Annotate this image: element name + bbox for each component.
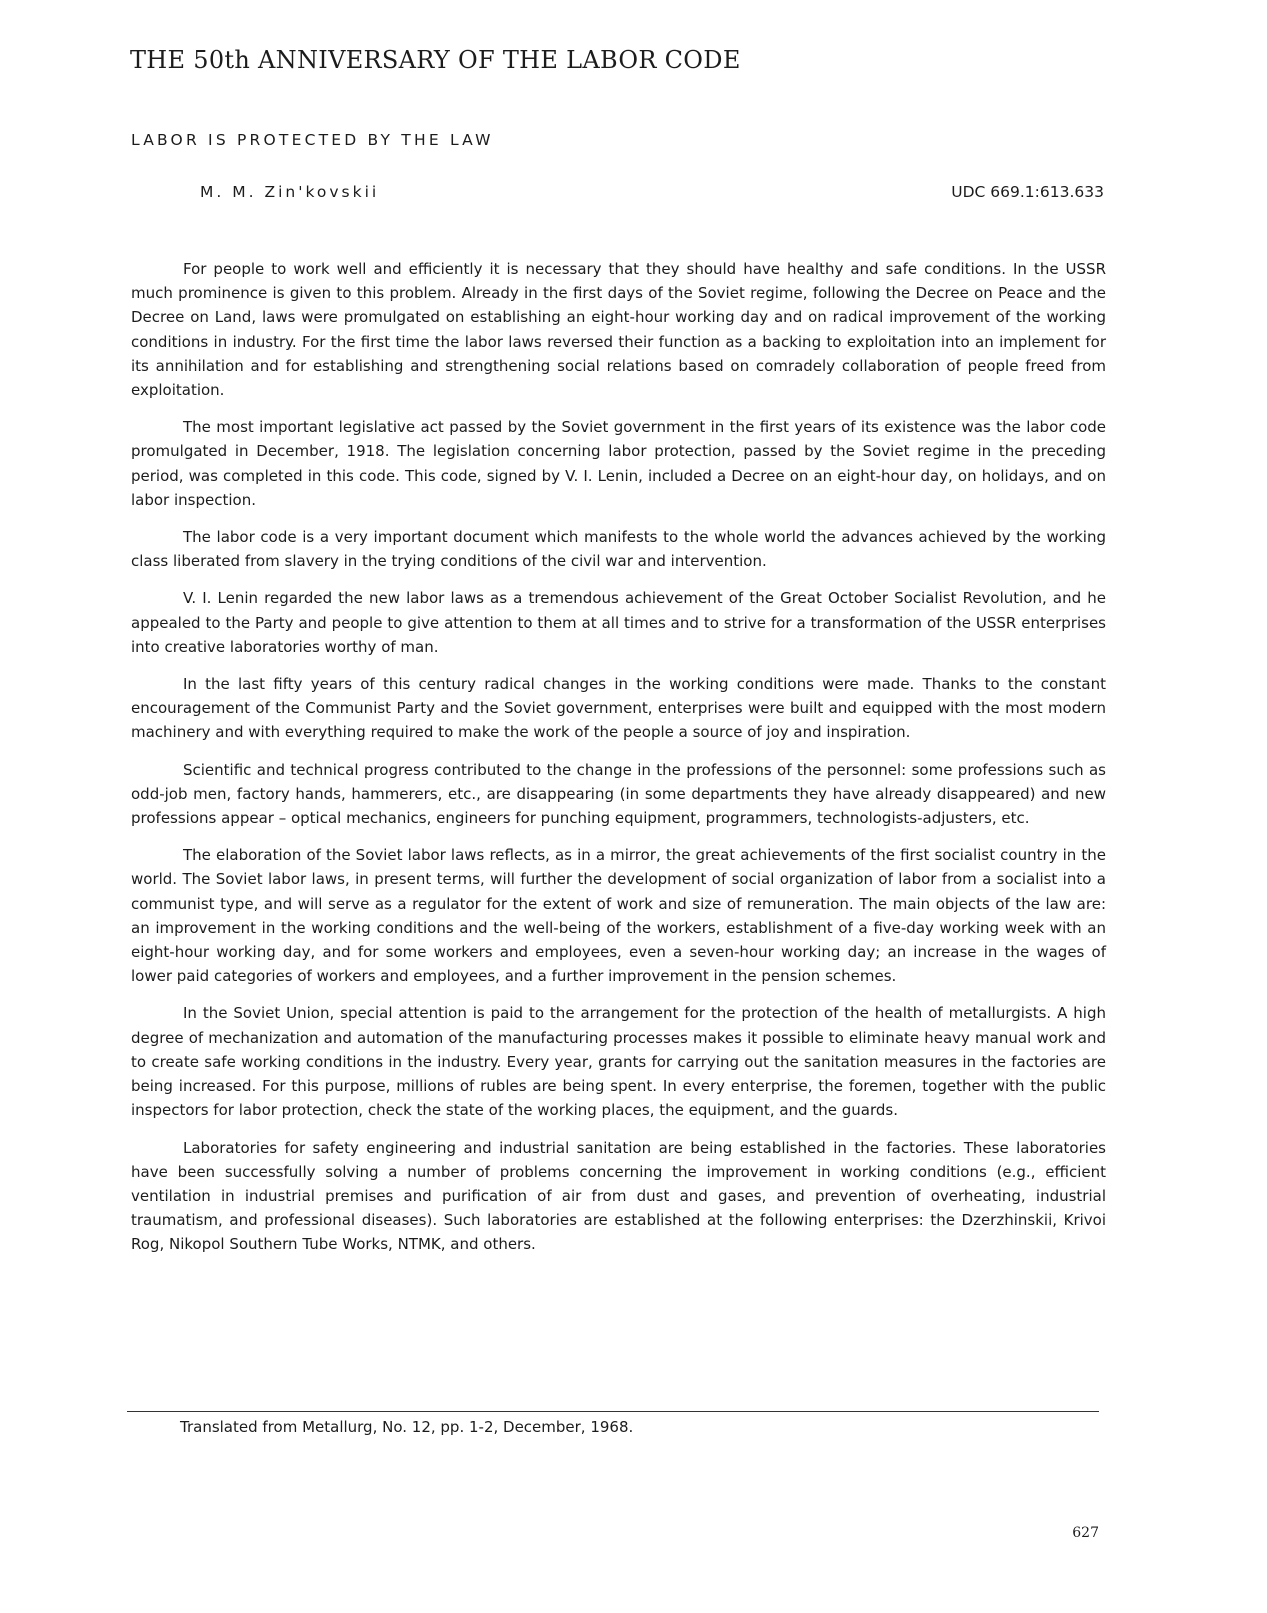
paragraph: For people to work well and efficiently it is necessary that they should have healthy and safe conditions. In the USSR much prominence is given to this problem. Already in the first days of the Soviet regime, following the Decree on Peace and the Decree on Land, laws were promulgated on establishing an eight-hour working day and on radical improvement of the working conditions in industry. For the first time the labor laws reversed their function as a backing to exploitation into an implement for its annihilation and for establishing and strengthening social relations based on comradely collaboration of people freed from exploitation. <box>131 260 1106 400</box>
paragraph: The most important legislative act passed by the Soviet government in the first years of its existence was the labor code promulgated in December, 1918. The legislation concerning labor protection, passed by the Soviet regime in the preceding period, was completed in this code. This code, signed by V. I. Lenin, included a Decree on an eight-hour day, on holidays, and on labor inspection. <box>131 418 1106 509</box>
page-title: THE 50th ANNIVERSARY OF THE LABOR CODE <box>130 46 741 74</box>
paragraph: In the last fifty years of this century radical changes in the working conditions were made. Thanks to the constant encouragement of the Communist Party and the Soviet government, enterprises were built and equipped with the most modern machinery and with everything required to make the work of the people a source of joy and inspiration. <box>131 675 1106 742</box>
udc-code: UDC 669.1:613.633 <box>951 183 1104 201</box>
article-body <box>131 257 1106 1270</box>
paragraph: Scientific and technical progress contributed to the change in the professions of the personnel: some professions such as odd-job men, factory hands, hammerers, etc., are disappearing (in some departments they have already disappeared) and new professions appear – optical mechanics, engineers for punching equipment, programmers, technologists-adjusters, etc. <box>131 760 1106 828</box>
author-name: M. M. Zin'kovskii <box>200 183 380 201</box>
article-title: LABOR IS PROTECTED BY THE LAW <box>131 131 494 149</box>
paragraph: The elaboration of the Soviet labor laws reflects, as in a mirror, the great achievements of the first socialist country in the world. The Soviet labor laws, in present terms, will further the development of social organization of labor from a socialist into a communist type, and will serve as a regulator for the extent of work and size of remuneration. The main objects of the law are: an improvement in the working conditions and the well-being of the workers, establishment of a five-day working week with an eight-hour working day, and for some workers and employees, even a seven-hour working day; an increase in the wages of lower paid categories of workers and employees, and a further improvement in the pension schemes. <box>131 846 1106 986</box>
paragraph: The labor code is a very important document which manifests to the whole world the advances achieved by the working class liberated from slavery in the trying conditions of the civil war and intervention. <box>131 528 1106 571</box>
paragraph: In the Soviet Union, special attention is paid to the arrangement for the protection of the health of metallurgists. A high degree of mechanization and automation of the manufacturing processes makes it possible to eliminate heavy manual work and to create safe working conditions in the industry. Every year, grants for carrying out the sanitation measures in the factories are being increased. For this purpose, millions of rubles are being spent. In every enterprise, the foremen, together with the public inspectors for labor protection, check the state of the working places, the equipment, and the guards. <box>131 1004 1106 1120</box>
footnote: Translated from Metallurg, No. 12, pp. 1-2, December, 1968. <box>180 1418 634 1436</box>
page-number: 627 <box>1072 1525 1099 1541</box>
footnote-divider <box>127 1411 1099 1412</box>
paragraph: Laboratories for safety engineering and industrial sanitation are being established in the factories. These laboratories have been successfully solving a number of problems concerning the improvement in working conditions (e.g., efficient ventilation in industrial premises and purification of air from dust and gases, and prevention of overheating, industrial traumatism, and professional diseases). Such laboratories are established at the following enterprises: the Dzerzhinskii, Krivoi Rog, Nikopol Southern Tube Works, NTMK, and others. <box>131 1138 1106 1254</box>
paragraph: V. I. Lenin regarded the new labor laws as a tremendous achievement of the Great October Socialist Revolution, and he appealed to the Party and people to give attention to them at all times and to strive for a transformation of the USSR enterprises into creative laboratories worthy of man. <box>131 589 1106 656</box>
